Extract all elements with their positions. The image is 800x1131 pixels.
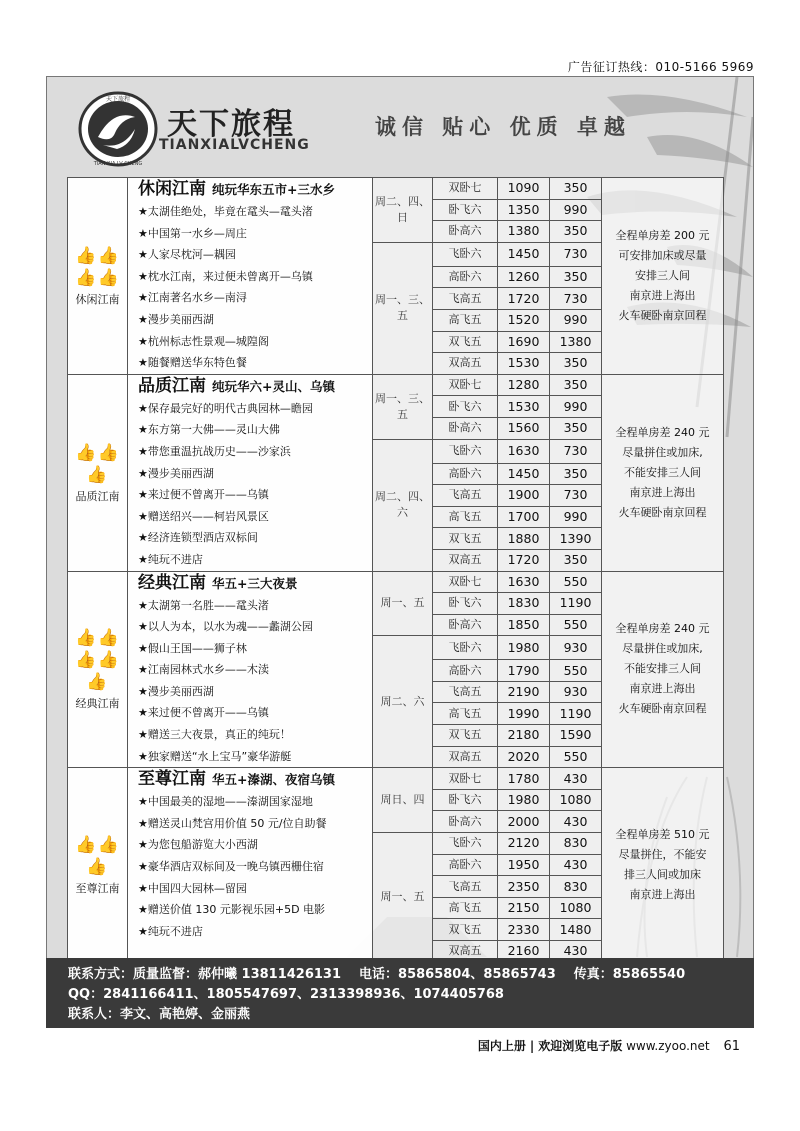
tour-note-cell bbox=[602, 374, 724, 571]
tour-highlight: ★中国第一水乡—周庄 bbox=[138, 226, 247, 240]
tour-highlight: ★中国四大园林—留园 bbox=[138, 881, 247, 895]
transport-type: 卧飞六 bbox=[433, 789, 498, 811]
tour-price: 1900 bbox=[498, 485, 550, 507]
tour-price: 1720 bbox=[498, 549, 550, 571]
thumbs-up-icon: 👍👍 bbox=[75, 267, 120, 288]
table-row bbox=[68, 374, 724, 396]
tour-highlight: ★赠送绍兴——柯岩风景区 bbox=[138, 509, 269, 523]
tour-note-line: 不能安排三人间 bbox=[624, 465, 701, 479]
tour-price: 1780 bbox=[498, 768, 550, 790]
departure-days: 周一、三、五 bbox=[373, 242, 433, 374]
thumbs-up-icon: 👍👍 bbox=[75, 245, 120, 266]
tour-price: 2120 bbox=[498, 833, 550, 855]
tour-highlight: ★江南园林式水乡——木渎 bbox=[138, 663, 269, 677]
tour-price: 2020 bbox=[498, 746, 550, 768]
tour-description-cell bbox=[128, 768, 373, 962]
transport-type: 双高五 bbox=[433, 353, 498, 375]
single-supplement: 990 bbox=[550, 506, 602, 528]
tour-title-text: 经典江南 bbox=[138, 572, 206, 593]
tour-price: 1450 bbox=[498, 463, 550, 485]
tour-title-text: 品质江南 bbox=[138, 375, 206, 396]
single-supplement: 350 bbox=[550, 353, 602, 375]
tour-subtitle: 纯玩华六+灵山、乌镇 bbox=[212, 378, 335, 394]
single-supplement: 550 bbox=[550, 614, 602, 636]
tour-subtitle: 华五+三大夜景 bbox=[212, 575, 298, 591]
tour-price: 1980 bbox=[498, 636, 550, 660]
single-supplement: 430 bbox=[550, 811, 602, 833]
tour-note-line: 尽量拼住或加床, bbox=[622, 642, 703, 656]
tour-highlight: ★带您重温抗战历史——沙家浜 bbox=[138, 444, 291, 458]
tour-note-line: 火车硬卧南京回程 bbox=[618, 702, 707, 716]
tour-highlight: ★赠送灵山梵宫用价值 50 元/位自助餐 bbox=[138, 816, 327, 830]
tour-price: 1720 bbox=[498, 288, 550, 310]
tour-note-line: 南京进上海出 bbox=[629, 485, 696, 499]
departure-days: 周二、四、六 bbox=[373, 439, 433, 571]
tour-highlight: ★豪华酒店双标间及一晚乌镇西栅住宿 bbox=[138, 860, 324, 874]
single-supplement: 430 bbox=[550, 941, 602, 963]
transport-type: 飞高五 bbox=[433, 681, 498, 703]
tour-price: 1830 bbox=[498, 593, 550, 615]
tour-highlight: ★赠送价值 130 元影视乐园+5D 电影 bbox=[138, 903, 326, 917]
tour-highlight: ★枕水江南，来过便未曾离开—乌镇 bbox=[138, 269, 313, 283]
transport-type: 卧高六 bbox=[433, 417, 498, 439]
transport-type: 卧飞六 bbox=[433, 593, 498, 615]
tour-highlight: ★赠送三大夜景，真正的纯玩！ bbox=[138, 728, 291, 742]
tour-highlight: ★东方第一大佛——灵山大佛 bbox=[138, 423, 280, 437]
transport-type: 双高五 bbox=[433, 549, 498, 571]
tour-price: 2160 bbox=[498, 941, 550, 963]
tour-price: 1560 bbox=[498, 417, 550, 439]
single-supplement: 730 bbox=[550, 288, 602, 310]
brand-name: 天下旅程 bbox=[167, 107, 295, 142]
contact-bar bbox=[46, 958, 754, 1028]
tour-price: 2180 bbox=[498, 725, 550, 747]
logo-ring-text: TIAN XIA LV CHENG bbox=[93, 161, 143, 167]
single-supplement: 1480 bbox=[550, 919, 602, 941]
tour-price: 1530 bbox=[498, 353, 550, 375]
table-row bbox=[68, 768, 724, 790]
thumbs-up-icon: 👍👍👍 bbox=[75, 834, 120, 877]
transport-type: 飞高五 bbox=[433, 876, 498, 898]
tour-price: 1280 bbox=[498, 374, 550, 396]
transport-type: 高卧六 bbox=[433, 854, 498, 876]
tour-price: 1850 bbox=[498, 614, 550, 636]
tour-description-cell bbox=[128, 571, 373, 768]
transport-type: 卧高六 bbox=[433, 614, 498, 636]
tour-highlight: ★漫步美丽西湖 bbox=[138, 466, 214, 480]
single-supplement: 430 bbox=[550, 854, 602, 876]
tour-note-line: 南京进上海出 bbox=[629, 887, 696, 901]
single-supplement: 350 bbox=[550, 417, 602, 439]
transport-type: 卧高六 bbox=[433, 811, 498, 833]
tour-highlight: ★漫步美丽西湖 bbox=[138, 312, 214, 326]
single-supplement: 990 bbox=[550, 199, 602, 221]
tour-price: 2000 bbox=[498, 811, 550, 833]
tour-note-line: 全程单房差 240 元 bbox=[615, 425, 710, 439]
thumbs-up-icon: 👍👍 bbox=[75, 628, 120, 649]
tour-note-line: 火车硬卧南京回程 bbox=[618, 308, 707, 322]
tour-subtitle: 纯玩华东五市+三水乡 bbox=[212, 182, 335, 197]
tour-note-line: 南京进上海出 bbox=[629, 682, 696, 696]
tour-category-name: 经典江南 bbox=[75, 697, 120, 711]
transport-type: 飞卧六 bbox=[433, 636, 498, 660]
contact-persons: 联系人：李文、高艳婷、金丽燕 bbox=[68, 1007, 251, 1022]
single-supplement: 350 bbox=[550, 221, 602, 243]
tour-subtitle: 华五+溱湖、夜宿乌镇 bbox=[212, 772, 335, 788]
tour-price: 1980 bbox=[498, 789, 550, 811]
tour-price: 1520 bbox=[498, 309, 550, 331]
tour-note-cell bbox=[602, 768, 724, 962]
contact-qq: QQ：2841166411、1805547697、2313398936、1074405768 bbox=[68, 987, 504, 1002]
transport-type: 高卧六 bbox=[433, 463, 498, 485]
transport-type: 高飞五 bbox=[433, 703, 498, 725]
transport-type: 双飞五 bbox=[433, 528, 498, 550]
single-supplement: 1190 bbox=[550, 703, 602, 725]
tour-category-name: 至尊江南 bbox=[75, 881, 120, 895]
tour-price: 1990 bbox=[498, 703, 550, 725]
single-supplement: 550 bbox=[550, 660, 602, 682]
single-supplement: 1190 bbox=[550, 593, 602, 615]
transport-type: 双高五 bbox=[433, 746, 498, 768]
tour-highlight: ★太湖佳绝处，毕竟在鼋头—鼋头渚 bbox=[138, 205, 313, 218]
departure-days: 周一、五 bbox=[373, 833, 433, 963]
tour-title bbox=[138, 572, 366, 593]
tour-note-line: 尽量拼住或加床, bbox=[622, 445, 703, 459]
transport-type: 高飞五 bbox=[433, 309, 498, 331]
tour-title-text: 至尊江南 bbox=[138, 769, 206, 790]
single-supplement: 1590 bbox=[550, 725, 602, 747]
transport-type: 卧高六 bbox=[433, 221, 498, 243]
tour-highlight: ★人家尽枕河—耦园 bbox=[138, 248, 236, 262]
brand-logo bbox=[73, 89, 163, 169]
footer-slogan: 欢迎浏览电子版 bbox=[538, 1039, 623, 1053]
single-supplement: 730 bbox=[550, 242, 602, 266]
single-supplement: 1080 bbox=[550, 789, 602, 811]
tour-highlight: ★漫步美丽西湖 bbox=[138, 684, 214, 698]
transport-type: 高飞五 bbox=[433, 897, 498, 919]
tour-price-table bbox=[67, 177, 724, 963]
table-row bbox=[68, 571, 724, 593]
departure-days: 周二、六 bbox=[373, 636, 433, 768]
tour-highlight: ★江南著名水乡—南浔 bbox=[138, 291, 247, 305]
single-supplement: 930 bbox=[550, 636, 602, 660]
tour-highlight: ★来过便不曾离开——乌镇 bbox=[138, 706, 269, 720]
table-row bbox=[68, 178, 724, 200]
tour-note-cell bbox=[602, 178, 724, 375]
tour-price: 1950 bbox=[498, 854, 550, 876]
transport-type: 双高五 bbox=[433, 941, 498, 963]
tour-note-line: 全程单房差 240 元 bbox=[615, 622, 710, 636]
tour-category-cell bbox=[68, 571, 128, 768]
thumbs-up-icon: 👍👍👍 bbox=[75, 650, 120, 693]
tour-note-line: 火车硬卧南京回程 bbox=[618, 505, 707, 519]
tour-price: 1380 bbox=[498, 221, 550, 243]
transport-type: 双飞五 bbox=[433, 331, 498, 353]
transport-type: 飞卧六 bbox=[433, 242, 498, 266]
tour-price: 1630 bbox=[498, 439, 550, 463]
ad-hotline: 广告征订热线：010-5166 5969 bbox=[567, 60, 754, 74]
single-supplement: 830 bbox=[550, 876, 602, 898]
tour-price: 2350 bbox=[498, 876, 550, 898]
single-supplement: 990 bbox=[550, 309, 602, 331]
transport-type: 高飞五 bbox=[433, 506, 498, 528]
single-supplement: 990 bbox=[550, 396, 602, 418]
tour-description-cell bbox=[128, 178, 373, 375]
single-supplement: 1080 bbox=[550, 897, 602, 919]
page-footer: 国内上册 | 欢迎浏览电子版 www.zyoo.net 61 bbox=[477, 1039, 740, 1054]
tour-note-line: 安排三人间 bbox=[635, 268, 690, 282]
logo-top-text: 天下旅程 bbox=[105, 96, 131, 103]
tour-title bbox=[138, 769, 366, 790]
tour-price: 2190 bbox=[498, 681, 550, 703]
transport-type: 飞高五 bbox=[433, 288, 498, 310]
transport-type: 双卧七 bbox=[433, 374, 498, 396]
brand-slogan: 诚信 贴心 优质 卓越 bbox=[375, 114, 631, 139]
tour-note-line: 全程单房差 200 元 bbox=[615, 228, 710, 242]
single-supplement: 830 bbox=[550, 833, 602, 855]
departure-days: 周日、四 bbox=[373, 768, 433, 833]
tour-highlight: ★保存最完好的明代古典园林—瞻园 bbox=[138, 401, 313, 415]
tour-note-line: 尽量拼住，不能安 bbox=[618, 847, 707, 861]
tour-highlight: ★中国最美的湿地——溱湖国家湿地 bbox=[138, 795, 313, 809]
tour-highlight: ★纯玩不进店 bbox=[138, 924, 203, 938]
tour-title bbox=[138, 179, 366, 199]
contact-line bbox=[68, 965, 754, 985]
footer-site[interactable]: www.zyoo.net bbox=[626, 1039, 710, 1053]
tour-note-line: 全程单房差 510 元 bbox=[615, 827, 710, 841]
tour-category-name: 休闲江南 bbox=[75, 292, 120, 306]
tour-category-name: 品质江南 bbox=[75, 489, 120, 503]
single-supplement: 350 bbox=[550, 463, 602, 485]
thumbs-up-icon: 👍👍👍 bbox=[75, 442, 120, 485]
tour-price: 1090 bbox=[498, 178, 550, 200]
tour-price: 1260 bbox=[498, 266, 550, 288]
tour-title bbox=[138, 375, 366, 396]
single-supplement: 550 bbox=[550, 746, 602, 768]
tour-highlight: ★随餐赠送华东特色餐 bbox=[138, 356, 247, 370]
single-supplement: 730 bbox=[550, 485, 602, 507]
contact-phone: 电话：85865804、85865743 bbox=[359, 967, 556, 982]
transport-type: 飞高五 bbox=[433, 485, 498, 507]
departure-days: 周一、五 bbox=[373, 571, 433, 636]
tour-category-cell bbox=[68, 768, 128, 962]
tour-highlight: ★为您包船游览大小西湖 bbox=[138, 838, 258, 852]
tour-price: 2150 bbox=[498, 897, 550, 919]
single-supplement: 730 bbox=[550, 439, 602, 463]
tour-category-cell bbox=[68, 178, 128, 375]
tour-note-line: 不能安排三人间 bbox=[624, 662, 701, 676]
transport-type: 飞卧六 bbox=[433, 833, 498, 855]
tour-highlight: ★纯玩不进店 bbox=[138, 552, 203, 566]
single-supplement: 550 bbox=[550, 571, 602, 593]
tour-highlight: ★太湖第一名胜——鼋头渚 bbox=[138, 598, 269, 612]
tour-price: 1530 bbox=[498, 396, 550, 418]
tour-category-cell bbox=[68, 374, 128, 571]
departure-days: 周一、三、五 bbox=[373, 374, 433, 439]
tour-price: 2330 bbox=[498, 919, 550, 941]
tour-title-text: 休闲江南 bbox=[138, 179, 206, 199]
single-supplement: 350 bbox=[550, 178, 602, 200]
page-number: 61 bbox=[723, 1039, 740, 1054]
single-supplement: 1390 bbox=[550, 528, 602, 550]
transport-type: 飞卧六 bbox=[433, 439, 498, 463]
tour-price: 1880 bbox=[498, 528, 550, 550]
tour-note-line: 排三人间或加床 bbox=[624, 867, 701, 881]
footer-section: 国内上册 bbox=[477, 1039, 526, 1053]
tour-highlight: ★独家赠送“水上宝马”豪华游艇 bbox=[138, 749, 292, 763]
tour-price: 1450 bbox=[498, 242, 550, 266]
tour-description-cell bbox=[128, 374, 373, 571]
tour-highlight: ★假山王国——狮子林 bbox=[138, 641, 247, 655]
tour-note-cell bbox=[602, 571, 724, 768]
tour-note-line: 可安排加床或尽量 bbox=[618, 248, 707, 262]
transport-type: 高卧六 bbox=[433, 266, 498, 288]
single-supplement: 350 bbox=[550, 266, 602, 288]
single-supplement: 1380 bbox=[550, 331, 602, 353]
transport-type: 双飞五 bbox=[433, 919, 498, 941]
tour-price: 1700 bbox=[498, 506, 550, 528]
transport-type: 双卧七 bbox=[433, 178, 498, 200]
single-supplement: 350 bbox=[550, 549, 602, 571]
tour-price: 1790 bbox=[498, 660, 550, 682]
transport-type: 双卧七 bbox=[433, 571, 498, 593]
departure-days: 周二、四、日 bbox=[373, 178, 433, 243]
single-supplement: 350 bbox=[550, 374, 602, 396]
single-supplement: 930 bbox=[550, 681, 602, 703]
single-supplement: 430 bbox=[550, 768, 602, 790]
contact-fax: 传真：85865540 bbox=[573, 967, 686, 982]
transport-type: 双飞五 bbox=[433, 725, 498, 747]
brochure-page bbox=[46, 76, 754, 1028]
tour-price: 1690 bbox=[498, 331, 550, 353]
transport-type: 双卧七 bbox=[433, 768, 498, 790]
brand-pinyin: TIANXIALVCHENG bbox=[159, 137, 310, 153]
tour-highlight: ★经济连锁型酒店双标间 bbox=[138, 531, 258, 545]
transport-type: 高卧六 bbox=[433, 660, 498, 682]
transport-type: 卧飞六 bbox=[433, 396, 498, 418]
contact-supervisor: 联系方式：质量监督：郝仲曦 13811426131 bbox=[68, 967, 342, 982]
tour-highlight: ★杭州标志性景观—城隍阁 bbox=[138, 334, 269, 348]
tour-highlight: ★以人为本，以水为魂——蠡湖公园 bbox=[138, 620, 313, 634]
tour-note-line: 南京进上海出 bbox=[629, 288, 696, 302]
tour-highlight: ★来过便不曾离开——乌镇 bbox=[138, 488, 269, 502]
transport-type: 卧飞六 bbox=[433, 199, 498, 221]
tour-price: 1350 bbox=[498, 199, 550, 221]
tour-price: 1630 bbox=[498, 571, 550, 593]
